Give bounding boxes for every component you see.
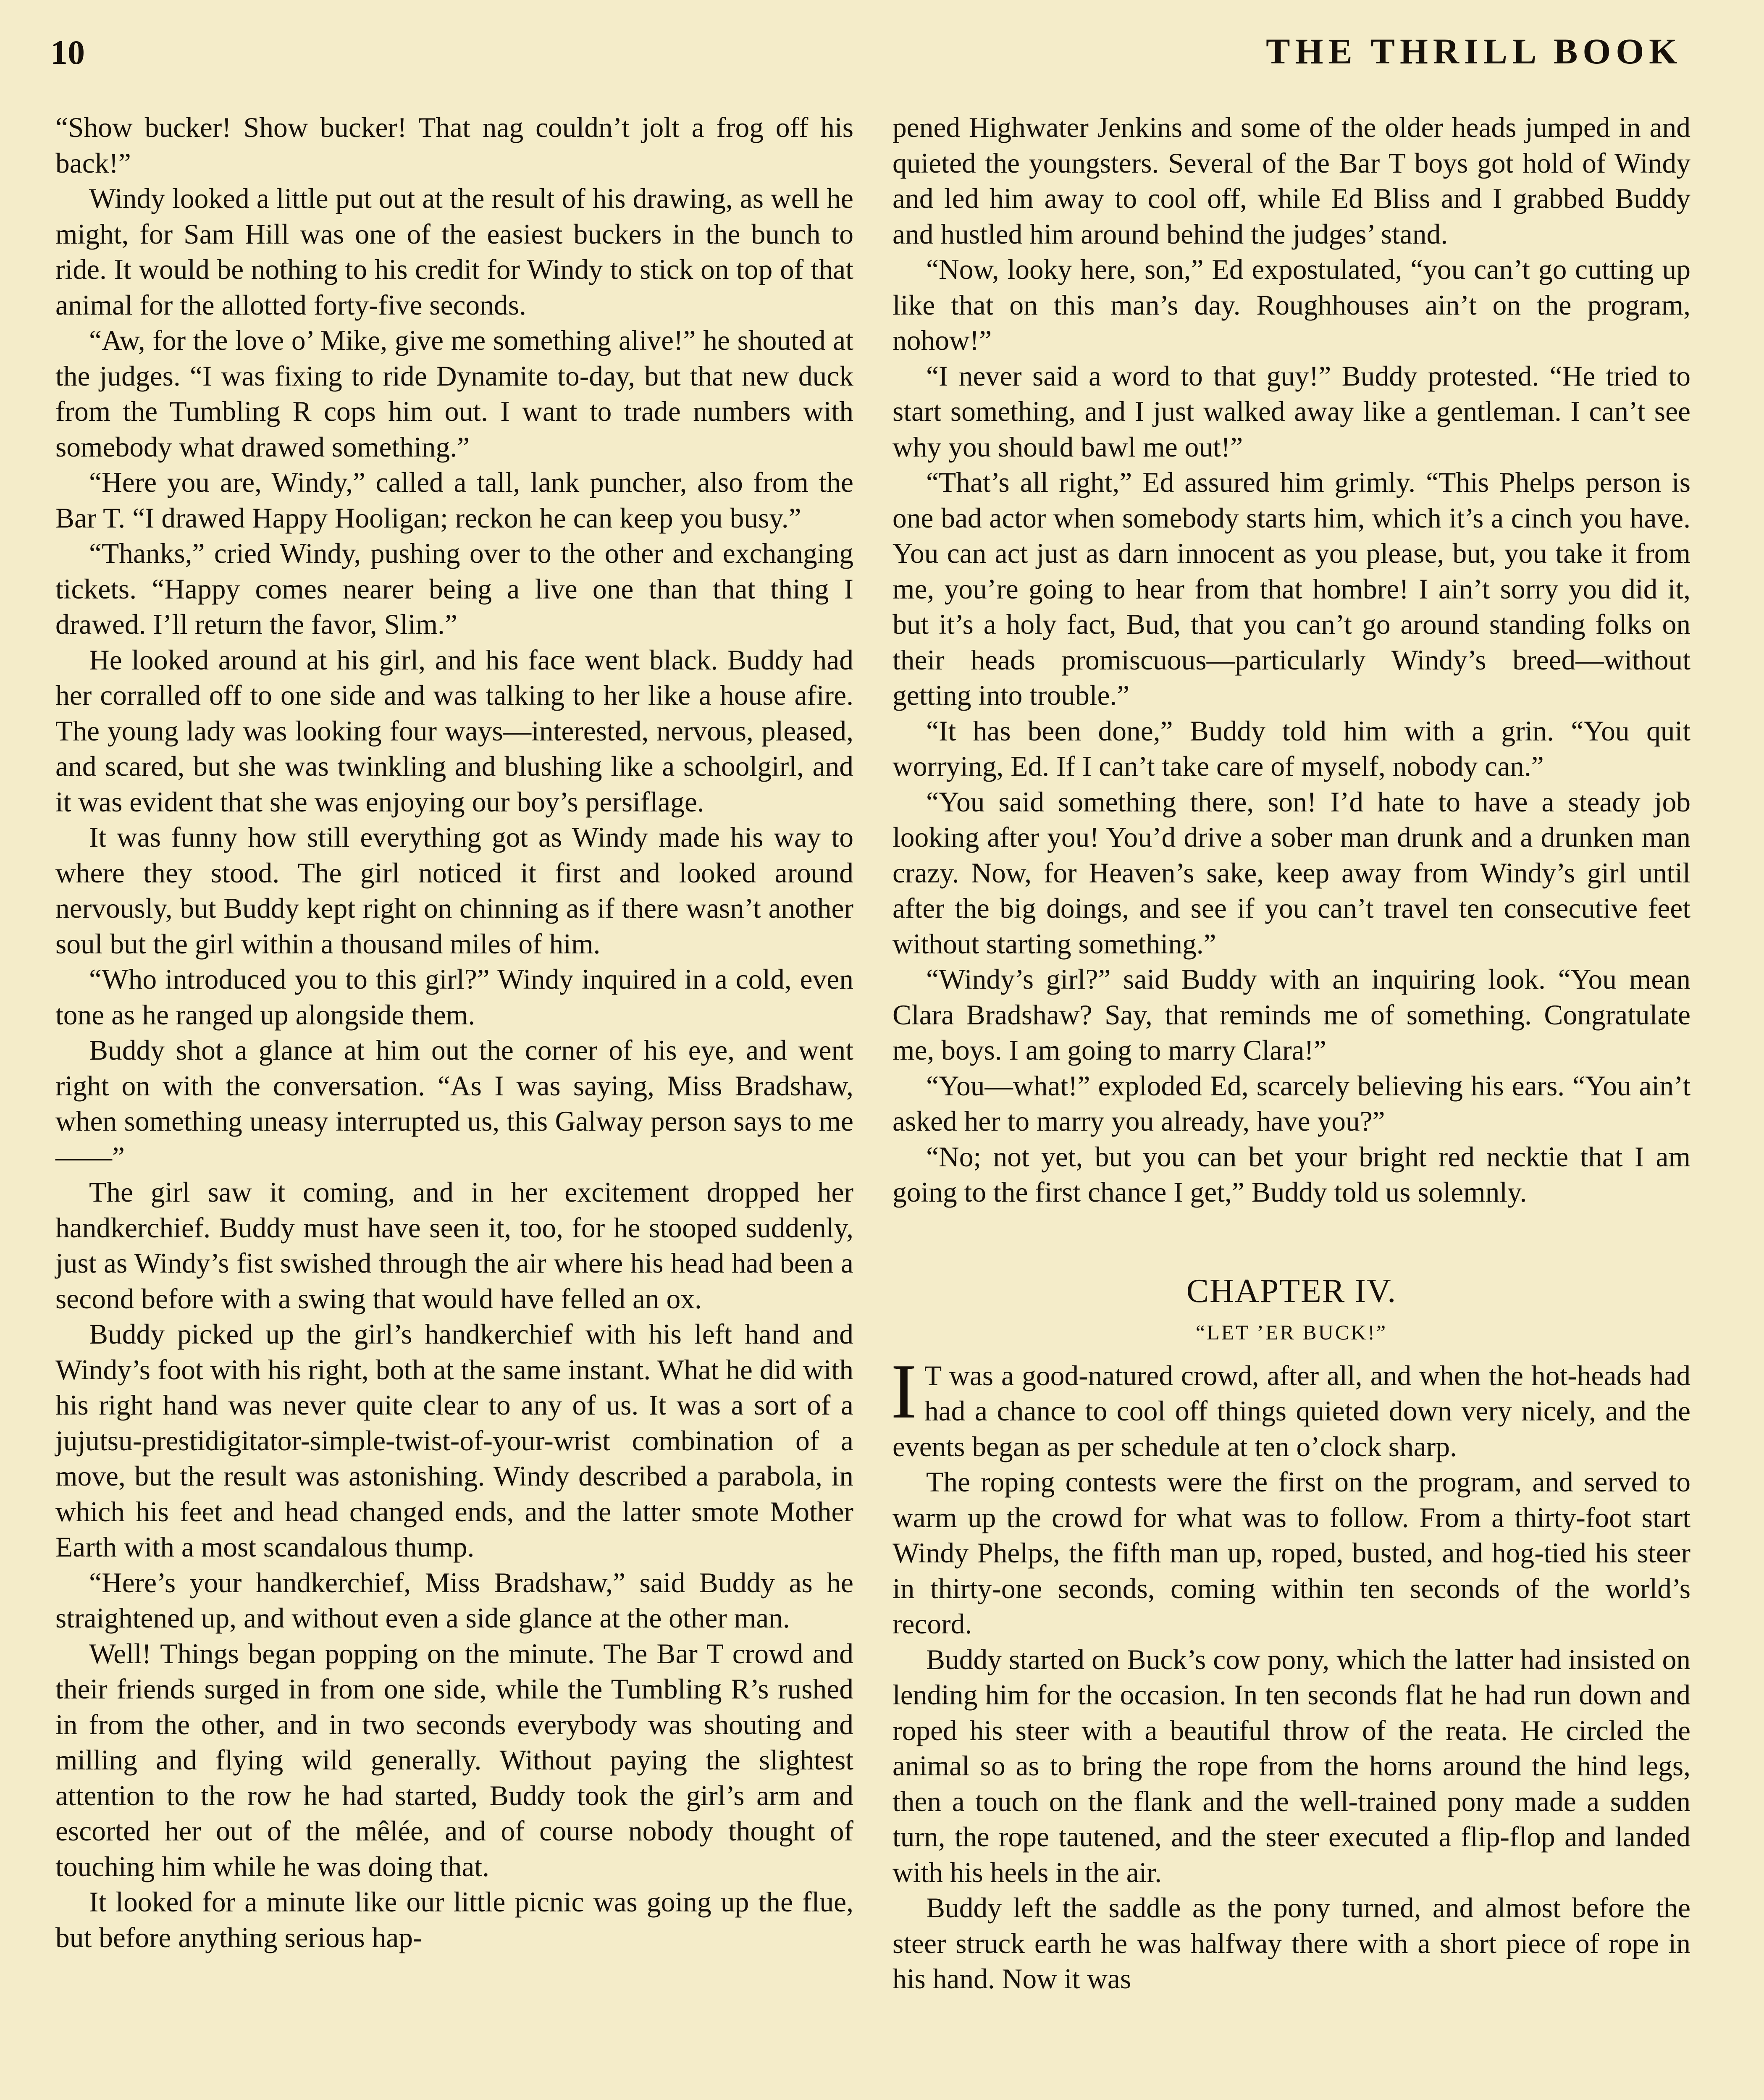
paragraph: Buddy started on Buck’s cow pony, which the latter had insisted on lending him for the occasion. In ten seconds flat he had run down and roped his steer with a beautiful throw of the reata. He circled the animal so as to bring the rope from the horns around the hind legs, then a touch on the flank and the well-trained pony made a sudden turn, the rope tautened, and the steer executed a flip-flop and landed with his heels in the air.: [892, 1643, 1690, 1888]
paragraph: “Here you are, Windy,” called a tall, lank puncher, also from the Bar T. “I drawed Happy Hooligan; reckon he can keep you busy.”: [55, 467, 853, 534]
paragraph: “Windy’s girl?” said Buddy with an inquiring look. “You mean Clara Bradshaw? Say, that reminds me of something. Congratulate me, boys. I am going to marry Clara!”: [892, 963, 1690, 1066]
paragraph: “That’s all right,” Ed assured him grimly. “This Phelps person is one bad actor when somebody starts him, which it’s a cinch you have. You can act just as darn innocent as you please, but, you take it from me, you’re going to hear from that hombre! I ain’t sorry you did it, but it’s a holy fact, Bud, that you can’t go around standing folks on their heads promiscuous—particularly Windy’s breed—without getting into trouble.”: [892, 467, 1690, 711]
paragraph: It was funny how still everything got as Windy made his way to where they stood. The girl noticed it first and looked around nervously, but Buddy kept right on chinning as if there wasn’t another soul but the girl within a thousand miles of him.: [55, 822, 853, 960]
paragraph: “Who introduced you to this girl?” Windy inquired in a cold, even tone as he ranged up alongside them.: [55, 963, 853, 1031]
paragraph: It looked for a minute like our little picnic was going up the flue, but before anything serious hap-: [55, 1886, 853, 1953]
paragraph: pened Highwater Jenkins and some of the older heads jumped in and quieted the youngsters. Several of the Bar T boys got hold of Windy and led him away to cool off, while Ed Bliss and I grabbed Buddy and hustled him around behind the judges’ stand.: [892, 112, 1690, 250]
paragraph: The girl saw it coming, and in her excitement dropped her handkerchief. Buddy must have seen it, too, for he stooped suddenly, just as Windy’s fist swished through the air where his head had been a second before with a swing that would have felled an ox.: [55, 1176, 853, 1315]
paragraph: “You said something there, son! I’d hate to have a steady job looking after you! You’d drive a sober man drunk and a drunken man crazy. Now, for Heaven’s sake, keep away from Windy’s girl until after the big doings, and see if you can’t travel ten consecutive feet without starting something.”: [892, 786, 1690, 960]
paragraph: “Now, looky here, son,” Ed expostulated, “you can’t go cutting up like that on this man’s day. Roughhouses ain’t on the program, nohow!”: [892, 254, 1690, 356]
paragraph: He looked around at his girl, and his face went black. Buddy had her corralled off to one side and was talking to her like a house afire. The young lady was looking four ways—interested, nervous, pleased, and scared, but she was twinkling and blushing like a schoolgirl, and it was evident that she was enjoying our boy’s persiflage.: [55, 644, 853, 818]
paragraph: Buddy shot a glance at him out the corner of his eye, and went right on with the conversation. “As I was saying, Miss Bradshaw, when something uneasy interrupted us, this Galway person says to me——”: [55, 1034, 853, 1173]
paragraph: “You—what!” exploded Ed, scarcely believing his ears. “You ain’t asked her to marry you already, have you?”: [892, 1070, 1690, 1137]
chapter-opening-paragraph: [891, 1348, 1690, 1465]
opening-text: T was a good-natured crowd, after all, and when the hot-heads had had a chance to cool off things quieted down very nicely, and the events began as per schedule at ten o’clock sharp.: [892, 1360, 1690, 1462]
right-column: [892, 110, 1690, 1997]
paragraph: “Thanks,” cried Windy, pushing over to the other and exchanging tickets. “Happy comes nearer being a live one than that thing I drawed. I’ll return the favor, Slim.”: [55, 538, 853, 640]
chapter-heading: CHAPTER IV.: [1186, 1272, 1397, 1310]
paragraph: “Aw, for the love o’ Mike, give me something alive!” he shouted at the judges. “I was fixing to ride Dynamite to-day, but that new duck from the Tumbling R cops him out. I want to trade numbers with somebody what drawed something.”: [55, 325, 853, 463]
running-head: THE THRILL BOOK: [1266, 31, 1682, 71]
paragraph: Windy looked a little put out at the result of his drawing, as well he might, for Sam Hill was one of the easiest buckers in the bunch to ride. It would be nothing to his credit for Windy to stick on top of that animal for the allotted forty-five seconds.: [55, 183, 853, 321]
page-number: 10: [50, 33, 85, 71]
paragraph: Buddy left the saddle as the pony turned, and almost before the steer struck earth he was halfway there with a short piece of rope in his hand. Now it was: [892, 1892, 1690, 1995]
paragraph: Buddy picked up the girl’s handkerchief with his left hand and Windy’s foot with his right, both at the same instant. What he did with his right hand was never quite clear to any of us. It was a sort of a jujutsu-prestidigitator-simple-twist-of-your-wrist combination of a move, but the result was astonishing. Windy described a parabola, in which his feet and head changed ends, and the latter smote Mother Earth with a most scandalous thump.: [55, 1318, 853, 1563]
paragraph: “I never said a word to that guy!” Buddy protested. “He tried to start something, and I just walked away like a gentleman. I can’t see why you should bawl me out!”: [892, 360, 1690, 463]
paragraph: Well! Things began popping on the minute. The Bar T crowd and their friends surged in from one side, while the Tumbling R’s rushed in from the other, and in two seconds everybody was shouting and milling and flying wild generally. Without paying the slightest attention to the row he had started, Buddy took the girl’s arm and escorted her out of the mêlée, and of course nobody thought of touching him while he was doing that.: [55, 1638, 853, 1882]
paragraph: The roping contests were the first on the program, and served to warm up the crowd for what was to follow. From a thirty-foot start Windy Phelps, the fifth man up, roped, busted, and hog-tied his steer in thirty-one seconds, coming within ten seconds of the world’s record.: [892, 1466, 1690, 1640]
paragraph: “It has been done,” Buddy told him with a grin. “You quit worrying, Ed. If I can’t take care of myself, nobody can.”: [892, 715, 1690, 782]
drop-cap: I: [891, 1348, 917, 1435]
chapter-subtitle: “LET ’ER BUCK!”: [1195, 1320, 1388, 1344]
left-column: [55, 110, 853, 1956]
paragraph: “Here’s your handkerchief, Miss Bradshaw,” said Buddy as he straightened up, and without even a side glance at the other man.: [55, 1567, 853, 1634]
paragraph: “Show bucker! Show bucker! That nag couldn’t jolt a frog off his back!”: [55, 112, 853, 179]
paragraph: “No; not yet, but you can bet your bright red necktie that I am going to the first chance I get,” Buddy told us solemnly.: [892, 1141, 1690, 1208]
